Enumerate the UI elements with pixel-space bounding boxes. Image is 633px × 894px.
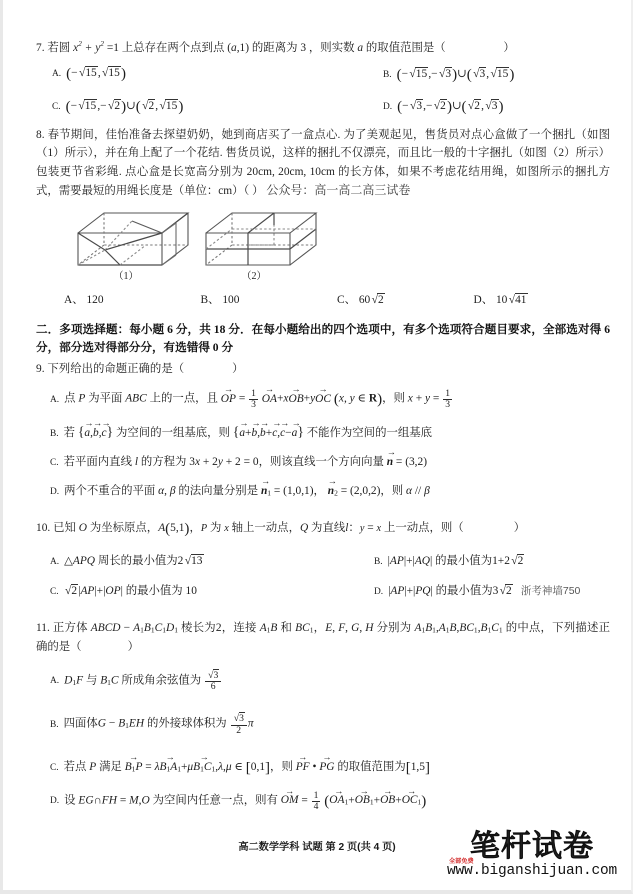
question-7-option-c[interactable]	[52, 98, 331, 116]
question-10-option-b[interactable]	[330, 552, 610, 568]
question-9-stem-text: 下列给出的命题正确的是（	[47, 362, 185, 375]
option-label: D.	[383, 102, 393, 113]
option-label: C、	[337, 293, 356, 306]
q7-variable: a	[357, 41, 364, 54]
question-8-answer-paren: （ ）	[243, 185, 264, 198]
option-text: |AP|+|AQ| 的最小值为1+2√2	[387, 555, 524, 568]
option-text: 四面体G − B1EH 的外接球体积为 $\frac{√3}{2}$ π	[63, 713, 254, 736]
option-text: 若 {→ a,→ b,→ c} 为空间的一组基底，则 {→ a+→ b,→ b+→ c,→ c−→ a} 不能作为空间的一组基底	[64, 424, 432, 440]
option-label: D、	[473, 293, 494, 306]
question-8-body: 春节期间，佳怡准备去探望奶奶，她到商店买了一盒点心. 为了美观起见，售货员对点心盒做了一个捆扎（如图（1）所示），并在角上配了一个花结. 售货员说，这样的捆扎不仅漂亮，而且比一般的十字捆扎（如图（2）所示）包装更节省彩绳. 点心盒是长宽高分别为 20cm, 20cm, 10cm 的长方体，如果不考虑花结用绳，如图所示的捆扎方式，需要最短的用绳长度是（单位：cm）	[36, 128, 610, 198]
figure-1-box	[78, 213, 188, 265]
figure-2-caption: （2）	[241, 270, 267, 282]
logo-url: www.biganshijuan.com	[447, 863, 618, 879]
section-2-header: 二．多项选择题：每小题 6 分，共 18 分．在每小题给出的四个选项中，有多个选项符合题目要求，全部选对得 6 分，部分选对得部分分，有选错得 0 分	[36, 322, 610, 355]
option-label: D.	[50, 796, 60, 807]
question-7-options-row-1	[36, 66, 610, 84]
question-11-stem-text: 正方体 ABCD − A1B1C1D1 棱长为2，连接 A1B 和 BC1，E, F, G, H 分别为 A1B1,A1B,BC1,B1C1 的中点，下列描述正确的是（	[36, 622, 610, 653]
page-footer: 高二数学学科 试题 第 2 页(共 4 页)	[238, 842, 396, 853]
question-9-number: 9.	[36, 362, 45, 375]
question-10-stem-text: 已知 O 为坐标原点，A(5,1)，P 为 x 轴上一动点，Q 为直线l：y = x 上一动点，则（	[53, 520, 464, 537]
option-label: A.	[50, 676, 60, 687]
q7-lead: 若圆	[47, 41, 71, 54]
option-label: A.	[50, 394, 60, 405]
logo-free-badge: 全部免费	[449, 858, 474, 865]
option-text: D1F 与 B1C 所成角余弦值为 $\frac{√3}{6}$	[64, 671, 222, 692]
option-text: 若平面内直线 l 的方程为 3x + 2y + 2 = 0，则该直线一个方向向量 → n = (3,2)	[64, 453, 427, 469]
question-11-number: 11.	[36, 622, 50, 635]
option-text: 设 EG∩FH = M,O 为空间内任意一点，则有 → OM = $\frac{1}{4}$ (→ OA1+→ OB1+→ OB+→ OC1)	[64, 791, 426, 812]
question-8-option-a[interactable]	[64, 291, 201, 307]
option-label: B.	[383, 70, 392, 81]
option-text: (−√15,√15)	[66, 66, 126, 83]
option-label: D.	[374, 587, 384, 598]
option-label: C.	[50, 587, 59, 598]
option-text: △APQ 周长的最小值为2√13	[64, 555, 203, 568]
option-label: C.	[52, 102, 61, 113]
q7-point: (a,1)	[227, 41, 250, 54]
question-8-figures	[36, 205, 610, 289]
question-7-stem	[36, 38, 610, 57]
q7-tail2: 的取值范围是（	[365, 41, 446, 54]
question-7-options-row-2	[36, 98, 610, 116]
question-8-option-c[interactable]	[337, 291, 474, 307]
question-10-number: 10.	[36, 521, 51, 534]
question-11-option-b[interactable]	[36, 714, 610, 735]
option-text: √2|AP|+|OP| 的最小值为 10	[64, 585, 197, 598]
option-label: A.	[50, 557, 60, 568]
question-10-stem: 10. 已知 O 为坐标原点，A(5,1)，P 为 x 轴上一动点，Q 为直线l：y = x 上一动点，则（ ）	[36, 520, 526, 537]
question-11-option-d[interactable]	[36, 791, 610, 812]
question-11-option-c[interactable]	[36, 758, 610, 777]
question-10-option-c[interactable]	[50, 582, 330, 598]
option-label: A.	[52, 69, 62, 80]
option-text: (−√15,−√2)∪(√2,√15)	[65, 98, 184, 115]
question-10-watermark: 浙考神墙750	[520, 585, 581, 598]
option-text: 60√2	[358, 293, 384, 306]
page-content	[36, 0, 610, 812]
question-7-option-a[interactable]	[52, 66, 331, 84]
q7-equation: $x^2 + y^2 =1$	[73, 39, 119, 54]
question-7-option-d[interactable]	[331, 98, 610, 116]
question-10-options-row-2	[36, 582, 610, 598]
option-label: B.	[374, 557, 383, 568]
q7-mid2: 的距离为	[251, 41, 298, 54]
question-10-options-row-1	[36, 552, 610, 568]
q7-distance: 3	[300, 41, 307, 54]
question-9-option-c[interactable]	[36, 453, 610, 469]
option-text: 120	[86, 293, 104, 306]
question-8-option-b[interactable]	[201, 291, 338, 307]
figure-1-caption: （1）	[113, 270, 139, 282]
option-text: |AP|+|PQ| 的最小值为3√2	[388, 585, 512, 598]
question-9-option-a[interactable]	[36, 389, 610, 410]
option-text: 若点 P 满足 → B1P = λ→ B1A1+μ→ B1C1,λ,μ ∈ [0,1]，则 → PF • → PG 的取值范围为[1,5]	[64, 758, 430, 777]
watermark-logo	[447, 832, 617, 879]
question-11-option-a[interactable]	[36, 671, 610, 692]
option-text: 10√41	[495, 293, 527, 306]
question-8-options	[36, 291, 610, 307]
question-9-option-b[interactable]	[36, 424, 610, 440]
question-8-number: 8.	[36, 128, 45, 141]
question-8-option-d[interactable]	[474, 291, 611, 307]
question-7-number: 7.	[36, 41, 45, 54]
option-label: B.	[50, 719, 59, 730]
option-label: D.	[50, 486, 60, 497]
option-label: A、	[64, 293, 84, 306]
option-label: B、	[200, 293, 220, 306]
logo-brand-name: 笔杆试卷	[470, 830, 594, 863]
question-10-option-d[interactable]	[330, 582, 610, 598]
option-label: C.	[50, 457, 59, 468]
q7-close-paren: ）	[503, 41, 515, 54]
figure-2-box	[206, 213, 316, 265]
question-10-option-a[interactable]	[50, 552, 330, 568]
option-label: C.	[50, 762, 59, 773]
option-text: (−√3,−√2)∪(√2,√3)	[397, 98, 504, 115]
question-9-option-d[interactable]	[36, 482, 610, 498]
q7-tail: ，则实数	[308, 41, 355, 54]
option-label: B.	[50, 428, 59, 439]
option-text: 点 P 为平面 ABC 上的一点，且 → OP = $\frac{1}{3}$ → OA+x→ OB+y→ OC (x, y ∈ R)，则 x + y = $\frac{1}{3}$	[64, 389, 453, 410]
option-text: 100	[222, 293, 240, 306]
option-text: 两个不重合的平面 α, β 的法向量分别是 → n1 = (1,0,1)， → n2 = (2,0,2)，则 α // β	[64, 482, 430, 498]
question-11-stem: 11. 正方体 ABCD − A1B1C1D1 棱长为2，连接 A1B 和 BC1，E, F, G, H 分别为 A1B1,A1B,BC1,B1C1 的中点，下列描述正确的是（ ）	[36, 622, 610, 653]
q7-mid: 上总存在两个点到点	[121, 41, 225, 54]
option-text: (−√15,−√3)∪(√3,√15)	[396, 67, 515, 84]
question-8-stem	[36, 126, 610, 201]
question-7-option-b[interactable]	[331, 66, 610, 84]
public-account-note: 公众号：高一高二高三试卷	[266, 183, 411, 198]
question-9-stem: 9. 下列给出的命题正确的是（ ）	[36, 362, 244, 375]
